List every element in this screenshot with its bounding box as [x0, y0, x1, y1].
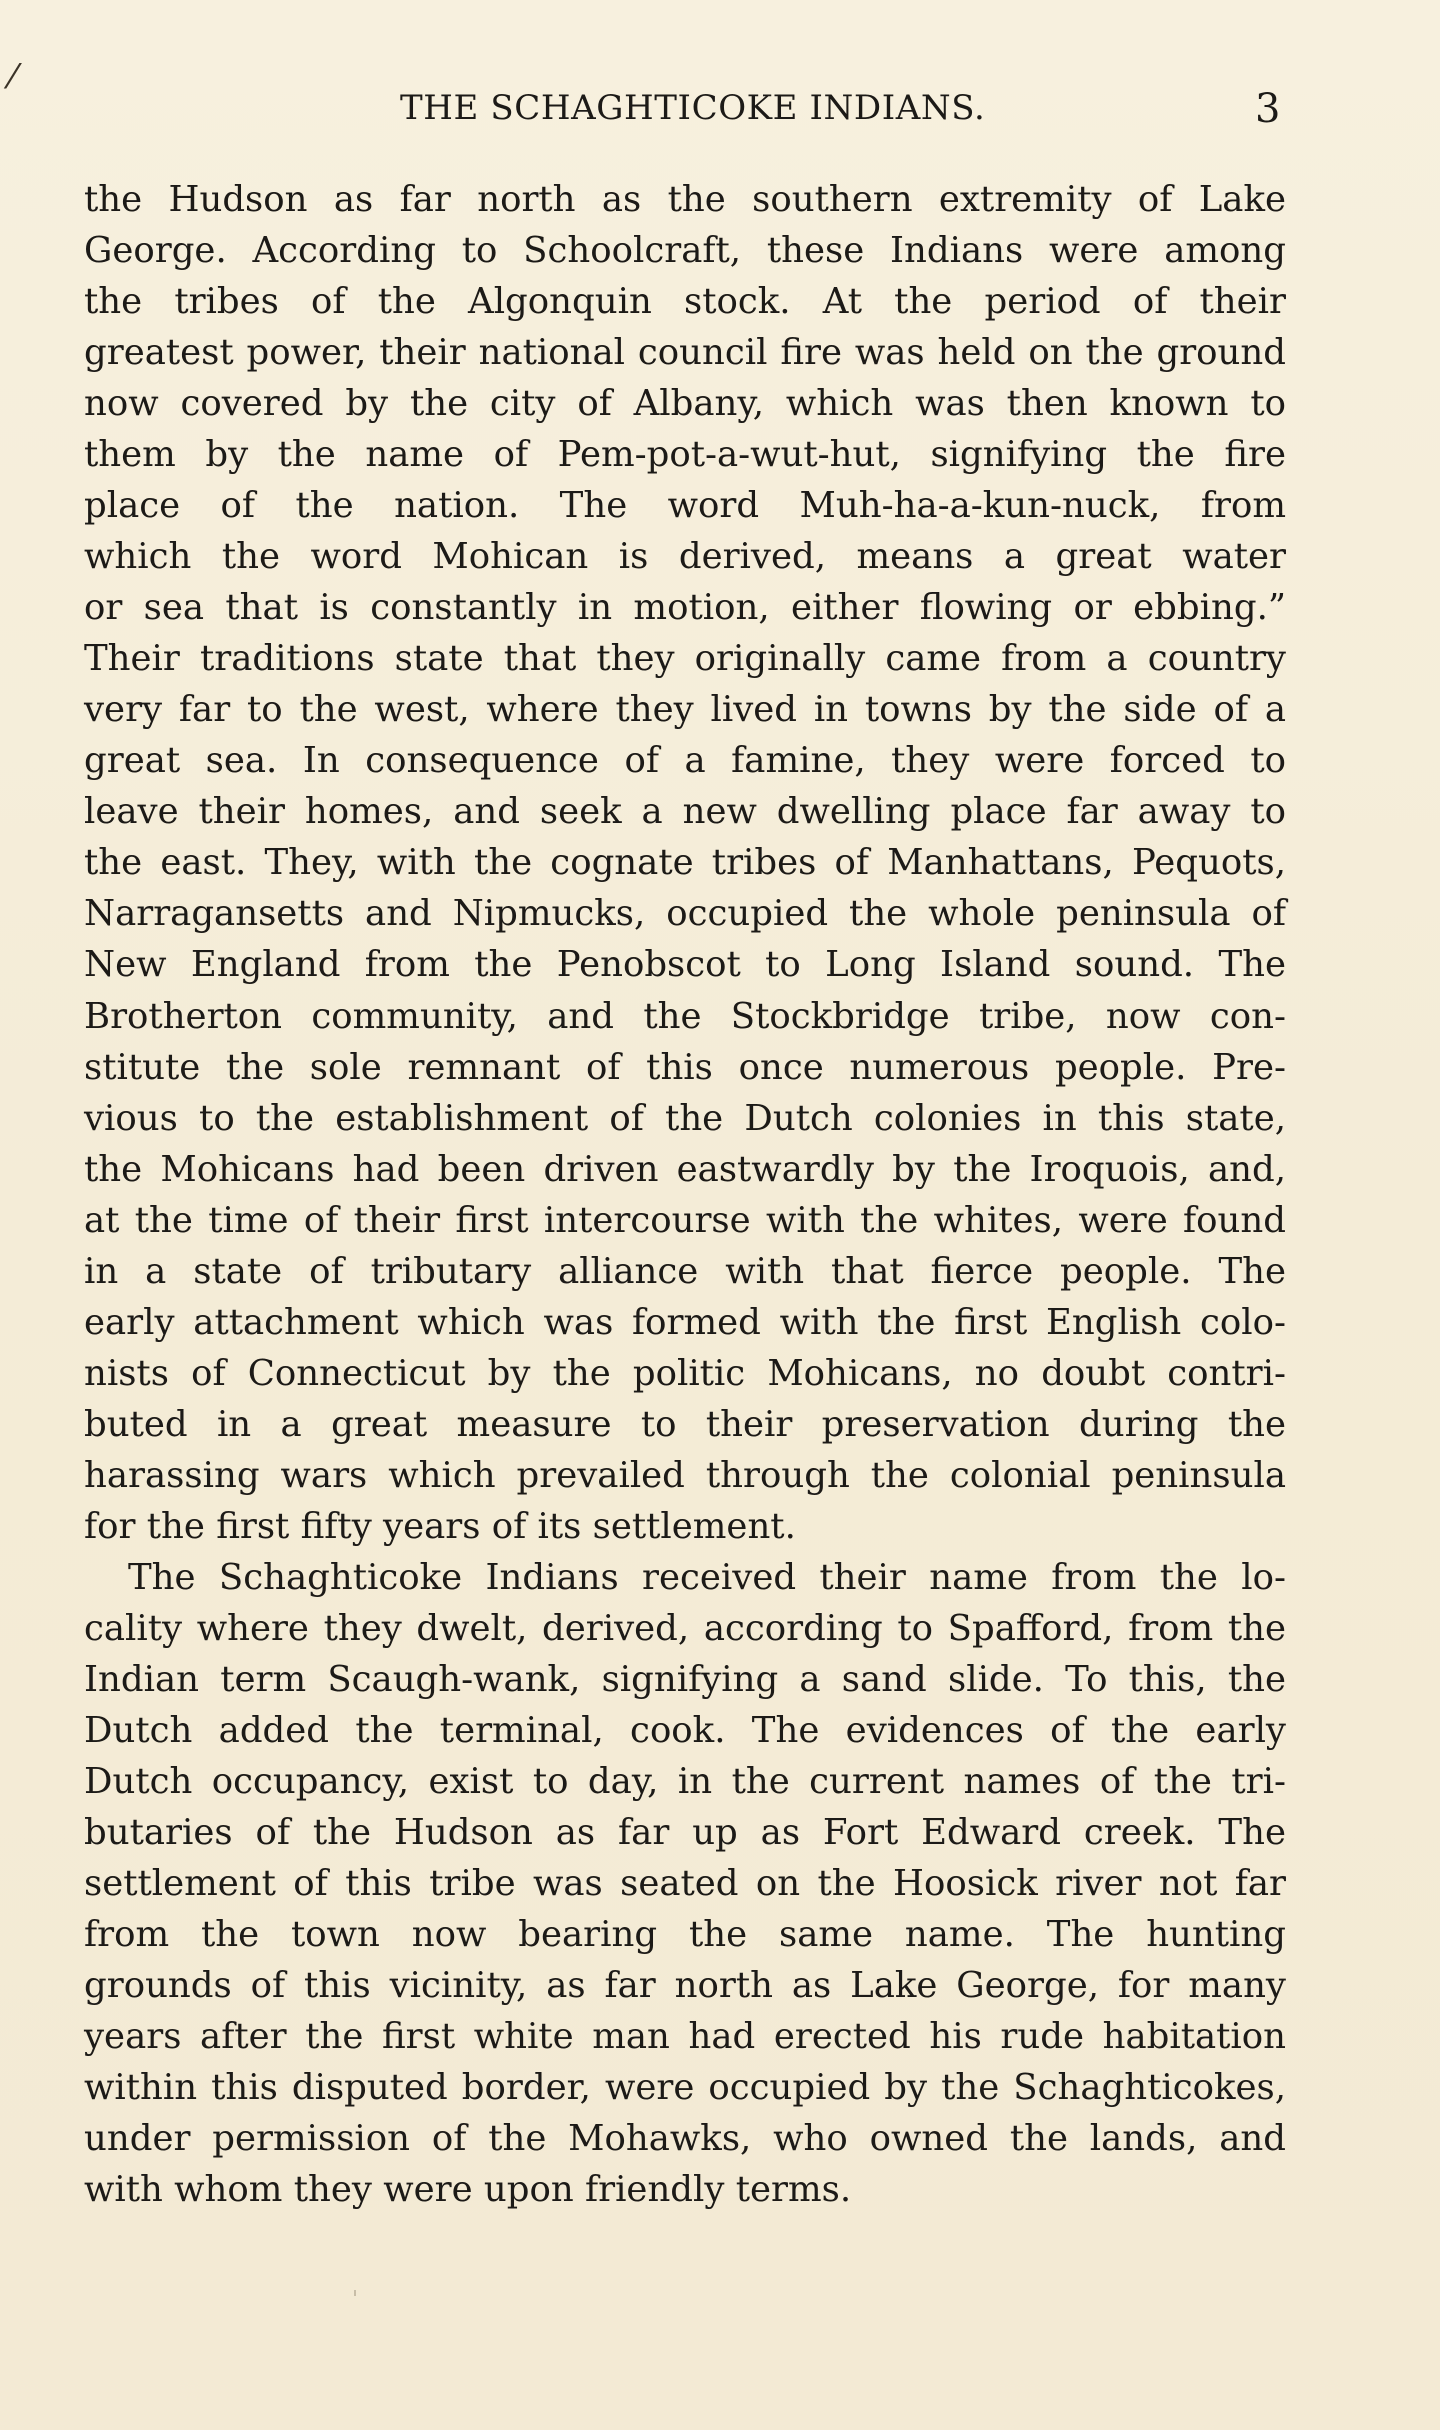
text-line: Dutch occupancy, exist to day, in the current names of the tri-	[84, 1760, 1286, 1802]
text-line: The Schaghticoke Indians received their name from the lo-	[128, 1556, 1286, 1598]
text-line: them by the name of Pem-pot-a-wut-hut, signifying the fire	[84, 434, 1286, 476]
text-line: grounds of this vicinity, as far north as Lake George, for many	[84, 1965, 1286, 2007]
body-text	[84, 174, 1286, 2215]
text-line: Dutch added the terminal, cook. The evidences of the early	[84, 1709, 1286, 1751]
text-line: Brotherton community, and the Stockbridge tribe, now con-	[84, 995, 1286, 1037]
paper-speck	[354, 2290, 356, 2296]
paragraph	[84, 174, 1286, 1552]
text-line: the east. They, with the cognate tribes of Manhattans, Pequots,	[84, 842, 1286, 884]
margin-mark: ⁄	[10, 57, 16, 97]
text-line: which the word Mohican is derived, means a great water	[84, 536, 1286, 578]
text-line: years after the first white man had erected his rude habitation	[84, 2016, 1286, 2058]
text-line: early attachment which was formed with the first English colo-	[84, 1301, 1286, 1343]
page-number: 3	[1255, 86, 1281, 132]
text-line: at the time of their first intercourse with the whites, were found	[84, 1199, 1286, 1241]
text-line: or sea that is constantly in motion, either flowing or ebbing.”	[84, 587, 1286, 629]
text-line: in a state of tributary alliance with that fierce people. The	[84, 1250, 1286, 1292]
text-line: settlement of this tribe was seated on the Hoosick river not far	[84, 1863, 1286, 1905]
text-line: New England from the Penobscot to Long Island sound. The	[84, 944, 1286, 986]
paragraph	[84, 1552, 1286, 2215]
text-line: Indian term Scaugh-wank, signifying a sand slide. To this, the	[84, 1658, 1286, 1700]
text-line: buted in a great measure to their preservation during the	[84, 1403, 1286, 1445]
text-line: very far to the west, where they lived in towns by the side of a	[84, 689, 1286, 731]
text-line: the tribes of the Algonquin stock. At the period of their	[84, 281, 1286, 323]
text-line: within this disputed border, were occupied by the Schaghticokes,	[84, 2067, 1286, 2109]
text-line: George. According to Schoolcraft, these Indians were among	[84, 230, 1286, 272]
text-line: harassing wars which prevailed through the colonial peninsula	[84, 1454, 1286, 1496]
text-line: great sea. In consequence of a famine, they were forced to	[84, 740, 1286, 782]
text-line: for the first fifty years of its settlement.	[84, 1505, 796, 1547]
text-line: butaries of the Hudson as far up as Fort Edward creek. The	[84, 1812, 1286, 1853]
text-line: cality where they dwelt, derived, according to Spafford, from the	[84, 1607, 1286, 1649]
running-title: THE SCHAGHTICOKE INDIANS.	[400, 88, 986, 128]
text-line: greatest power, their national council fire was held on the ground	[84, 332, 1286, 374]
text-line: under permission of the Mohawks, who owned the lands, and	[84, 2118, 1286, 2160]
text-line: the Mohicans had been driven eastwardly by the Iroquois, and,	[84, 1148, 1286, 1190]
text-line: nists of Connecticut by the politic Mohicans, no doubt contri-	[84, 1352, 1286, 1394]
text-line: with whom they were upon friendly terms.	[84, 2169, 852, 2211]
text-line: leave their homes, and seek a new dwelling place far away to	[84, 791, 1286, 833]
text-line: the Hudson as far north as the southern extremity of Lake	[84, 179, 1286, 220]
text-line: now covered by the city of Albany, which was then known to	[84, 383, 1286, 425]
text-line: stitute the sole remnant of this once numerous people. Pre-	[84, 1046, 1286, 1088]
text-line: Their traditions state that they originally came from a country	[84, 638, 1286, 680]
text-line: from the town now bearing the same name. The hunting	[84, 1914, 1286, 1956]
text-line: vious to the establishment of the Dutch colonies in this state,	[84, 1097, 1286, 1139]
text-line: place of the nation. The word Muh-ha-a-kun-nuck, from	[84, 485, 1286, 527]
running-head	[0, 88, 1440, 138]
text-line: Narragansetts and Nipmucks, occupied the whole peninsula of	[84, 893, 1286, 935]
